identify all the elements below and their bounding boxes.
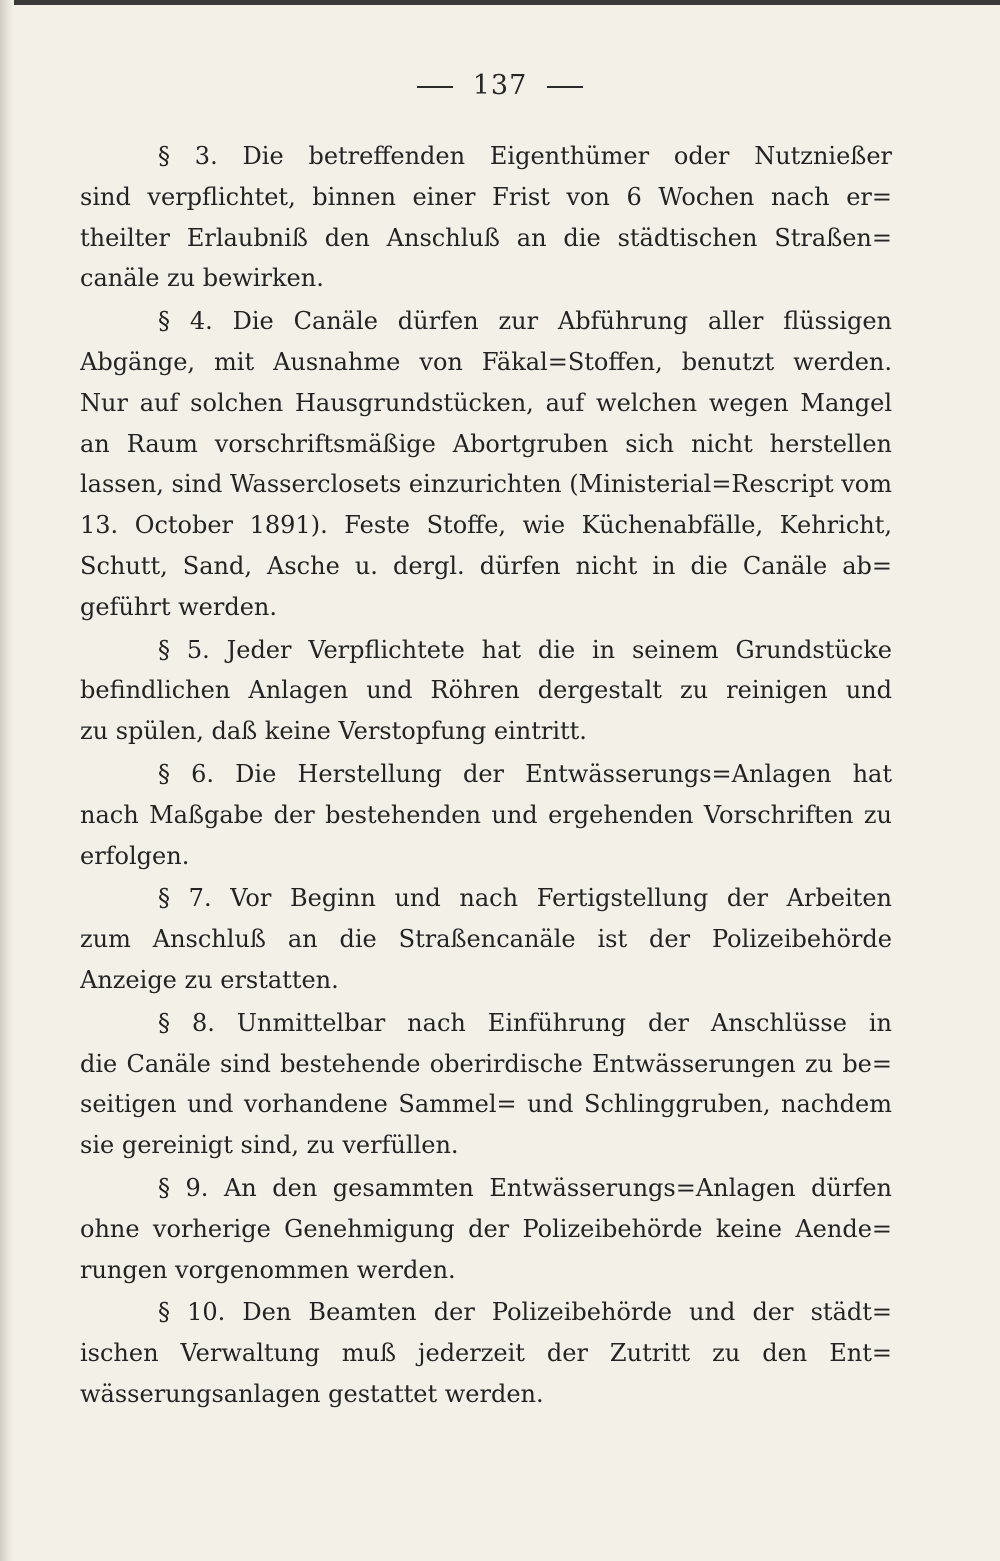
text-line: § 7. Vor Beginn und nach Fertigstellung der Arbeiten xyxy=(158,884,892,913)
paragraph-section-7 xyxy=(80,878,892,1000)
text-line: § 6. Die Herstellung der Entwässerungs=Anlagen hat xyxy=(158,759,892,788)
text-line: die Canäle sind bestehende oberirdische Entwässerungen zu be= xyxy=(80,1049,892,1078)
text-line: canäle zu bewirken. xyxy=(80,264,324,293)
paragraph-section-10 xyxy=(80,1292,892,1414)
paragraph-section-5 xyxy=(80,630,892,752)
text-line: ohne vorherige Genehmigung der Polizeibehörde keine Aende= xyxy=(80,1214,892,1243)
paragraph-section-9 xyxy=(80,1168,892,1290)
body-text xyxy=(80,136,892,1415)
text-line: § 4. Die Canäle dürfen zur Abführung aller flüssigen xyxy=(158,307,892,336)
page-top-edge xyxy=(0,0,1000,5)
text-line: theilter Erlaubniß den Anschluß an die städtischen Straßen= xyxy=(80,223,892,252)
header-dash-right xyxy=(547,86,583,88)
text-line: an Raum vorschriftsmäßige Abortgruben sich nicht herstellen xyxy=(80,429,892,458)
text-line: zu spülen, daß keine Verstopfung eintritt. xyxy=(80,717,587,746)
text-line: rungen vorgenommen werden. xyxy=(80,1255,456,1284)
text-line: Anzeige zu erstatten. xyxy=(80,965,339,994)
text-line: § 10. Den Beamten der Polizeibehörde und der städt= xyxy=(158,1298,892,1327)
text-line: Nur auf solchen Hausgrundstücken, auf welchen wegen Mangel xyxy=(80,388,892,417)
text-line: § 3. Die betreffenden Eigenthümer oder Nutznießer xyxy=(158,142,892,170)
text-line: 13. October 1891). Feste Stoffe, wie Küchenabfälle, Kehricht, xyxy=(80,511,892,540)
paragraph-section-4 xyxy=(80,301,892,627)
page-gutter-shadow xyxy=(0,0,14,1561)
paragraph-section-6 xyxy=(80,754,892,876)
text-line: lassen, sind Wasserclosets einzurichten (Ministerial=Rescript vom xyxy=(80,470,892,499)
text-line: seitigen und vorhandene Sammel= und Schlinggruben, nachdem xyxy=(80,1090,892,1119)
text-line: § 5. Jeder Verpflichtete hat die in seinem Grundstücke xyxy=(158,635,892,664)
text-line: Schutt, Sand, Asche u. dergl. dürfen nicht in die Canäle ab= xyxy=(80,551,892,580)
page-header xyxy=(0,70,1000,101)
text-line: erfolgen. xyxy=(80,841,190,870)
text-line: sind verpflichtet, binnen einer Frist von 6 Wochen nach er= xyxy=(80,182,892,211)
text-line: Abgänge, mit Ausnahme von Fäkal=Stoffen, benutzt werden. xyxy=(80,347,892,376)
text-line: § 8. Unmittelbar nach Einführung der Anschlüsse in xyxy=(158,1008,892,1037)
text-line: geführt werden. xyxy=(80,592,277,621)
text-line: nach Maßgabe der bestehenden und ergehenden Vorschriften zu xyxy=(80,800,892,829)
text-line: sie gereinigt sind, zu verfüllen. xyxy=(80,1131,459,1160)
header-dash-left xyxy=(417,86,453,88)
paragraph-section-3 xyxy=(80,136,892,299)
text-line: befindlichen Anlagen und Röhren dergestalt zu reinigen und xyxy=(80,676,892,705)
page-number: 137 xyxy=(472,70,528,101)
text-line: zum Anschluß an die Straßencanäle ist der Polizeibehörde xyxy=(80,925,892,954)
text-line: ischen Verwaltung muß jederzeit der Zutritt zu den Ent= xyxy=(80,1339,892,1368)
text-line: wässerungsanlagen gestattet werden. xyxy=(80,1379,544,1408)
text-line: § 9. An den gesammten Entwässerungs=Anlagen dürfen xyxy=(158,1173,892,1202)
paragraph-section-8 xyxy=(80,1003,892,1166)
